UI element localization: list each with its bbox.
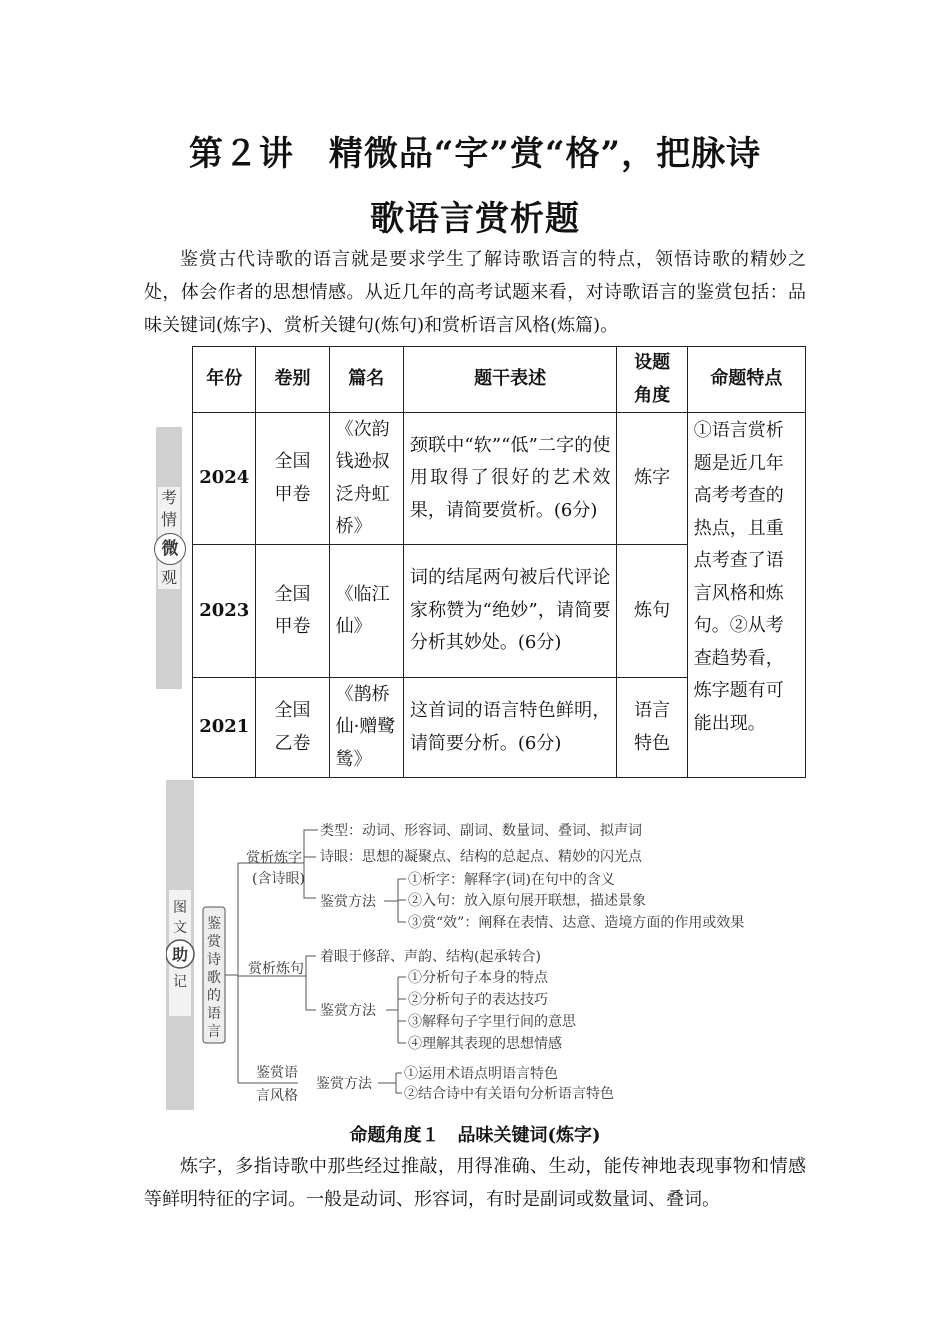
lianju-focus: 着眼于修辞、声韵、结构(起承转合)	[320, 949, 541, 965]
mind-map-svg	[166, 780, 806, 1110]
style-method-2: ②结合诗中有关语句分析语言特色	[404, 1086, 614, 1102]
lianzi-method-3: ③赏“效”：阐释在表情、达意、造境方面的作用或效果	[408, 915, 745, 931]
lianju-method-1: ①分析句子本身的特点	[408, 970, 548, 986]
lianju-method-4: ④理解其表现的思想情感	[408, 1036, 562, 1052]
header-paper: 卷别	[256, 347, 329, 413]
branch-lianzi: 赏析炼字	[246, 850, 302, 866]
exam-table	[144, 346, 806, 778]
header-stem: 题干表述	[403, 347, 617, 413]
wei-badge: 微	[154, 533, 186, 565]
cell-angle: 炼句	[617, 545, 687, 678]
side-label-char: 图	[173, 900, 187, 916]
header-feature: 命题特点	[687, 347, 805, 413]
header-title: 篇名	[329, 347, 403, 413]
zhu-badge: 助	[171, 945, 189, 964]
side-label-cell	[144, 347, 193, 778]
lianzi-paragraph: 炼字，多指诗歌中那些经过推敲，用得准确、生动，能传神地表现事物和情感等鲜明特征的字词。一般是动词、形容词，有时是副词或数量词、叠词。	[144, 1156, 806, 1210]
mind-map	[166, 780, 806, 1110]
svg-text:诗: 诗	[207, 952, 221, 968]
lianju-method-3: ③解释句子字里行间的意思	[408, 1014, 576, 1030]
cell-feature: ①语言赏析题是近几年高考考查的热点，且重点考查了语言风格和炼句。②从考查趋势看，炼字题有可能出现。	[687, 413, 805, 778]
side-label-char: 文	[173, 920, 187, 936]
lianzi-type: 类型：动词、形容词、副词、数量词、叠词、拟声词	[320, 823, 642, 839]
intro-paragraph: 鉴赏古代诗歌的语言就是要求学生了解诗歌语言的特点，领悟诗歌的精妙之处，体会作者的思想情感。从近几年的高考试题来看，对诗歌语言的鉴赏包括：品味关键词(炼字)、赏析关键句(炼句)和赏析语言风格(炼篇)。	[144, 249, 806, 336]
svg-text:语: 语	[207, 1006, 221, 1022]
branch-lianju: 赏析炼句	[248, 961, 304, 977]
lianzi-method-2: ②入句：放入原句展开联想，描述景象	[408, 893, 646, 909]
svg-text:鉴: 鉴	[207, 916, 221, 932]
lianzi-method: 鉴赏方法	[320, 894, 376, 910]
cell-year: 2023	[193, 545, 256, 678]
svg-text:歌: 歌	[207, 970, 221, 986]
cell-year: 2024	[193, 413, 256, 545]
svg-text:言: 言	[207, 1024, 221, 1040]
style-method: 鉴赏方法	[316, 1076, 372, 1092]
svg-text:赏: 赏	[207, 934, 221, 950]
style-method-1: ①运用术语点明语言特色	[404, 1066, 558, 1082]
page-title-line2: 歌语言赏析题	[370, 199, 580, 239]
lianju-method: 鉴赏方法	[320, 1003, 376, 1019]
cell-angle: 语言特色	[617, 678, 687, 778]
header-angle: 设题角度	[617, 347, 687, 413]
branch-style-b: 言风格	[256, 1088, 298, 1104]
cell-stem: 这首词的语言特色鲜明，请简要分析。(6分)	[403, 678, 617, 778]
table-row	[144, 413, 806, 545]
side-label-char: 观	[160, 567, 177, 587]
branch-lianzi-sub: (含诗眼)	[252, 871, 305, 887]
cell-stem: 词的结尾两句被后代评论家称赞为“绝妙”，请简要分析其妙处。(6分)	[403, 545, 617, 678]
lianzi-shiyan: 诗眼：思想的凝聚点、结构的总起点、精妙的闪光点	[320, 849, 642, 865]
branch-style-a: 鉴赏语	[256, 1065, 298, 1081]
lianju-method-2: ②分析句子的表达技巧	[408, 992, 548, 1008]
cell-title: 《鹊桥仙·赠鹭鸶》	[329, 678, 403, 778]
cell-paper: 全国乙卷	[256, 678, 329, 778]
side-label-char: 情	[160, 509, 177, 529]
cell-paper: 全国甲卷	[256, 545, 329, 678]
section-subheading: 命题角度１ 品味关键词(炼字)	[349, 1125, 601, 1146]
svg-text:的: 的	[207, 988, 221, 1004]
cell-angle: 炼字	[617, 413, 687, 545]
lianzi-method-1: ①析字：解释字(词)在句中的含义	[408, 872, 615, 888]
cell-paper: 全国甲卷	[256, 413, 329, 545]
side-label-char: 记	[173, 974, 187, 990]
cell-stem: 颈联中“软”“低”二字的使用取得了很好的艺术效果，请简要赏析。(6分)	[403, 413, 617, 545]
cell-year: 2021	[193, 678, 256, 778]
side-label-char: 考	[160, 487, 177, 507]
side-label-kaoqing	[158, 487, 180, 589]
cell-title: 《次韵钱逊叔泛舟虹桥》	[329, 413, 403, 545]
page-title-line1: 第２讲 精微品“字”赏“格”，把脉诗	[188, 134, 762, 174]
cell-title: 《临江仙》	[329, 545, 403, 678]
root-label	[207, 915, 222, 1040]
header-year: 年份	[193, 347, 256, 413]
